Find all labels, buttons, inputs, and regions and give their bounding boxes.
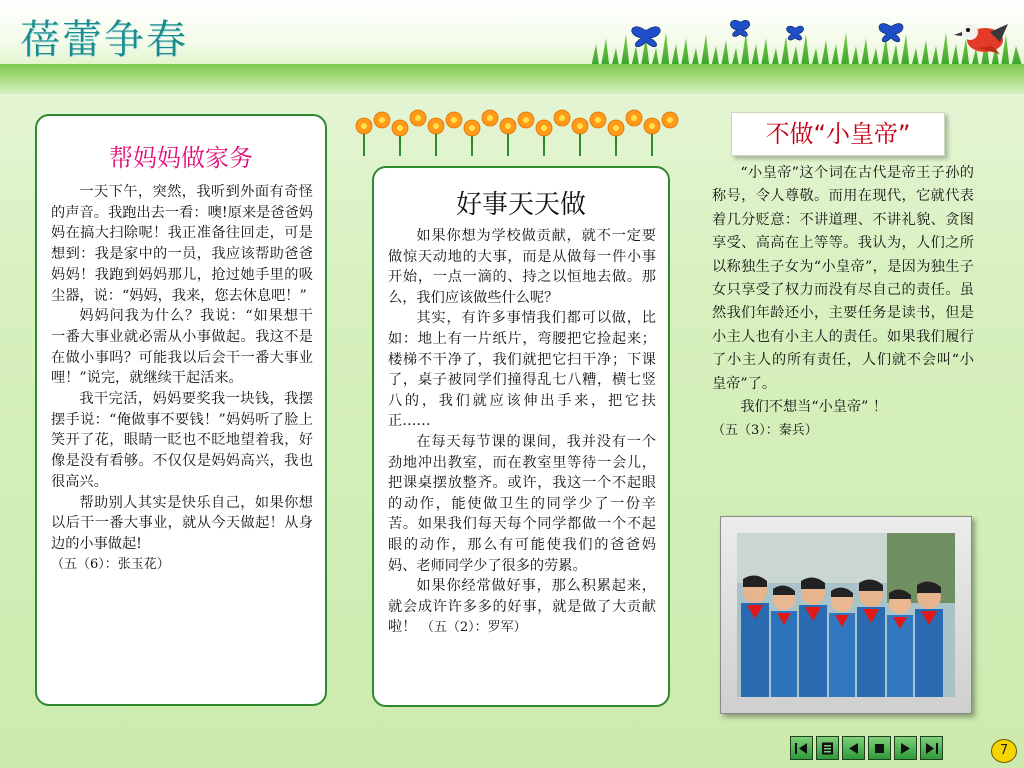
left-article-panel <box>35 114 327 706</box>
paragraph-text: 如果你经常做好事，那么积累起来，就会成许许多多的好事，就是做了大贡献啦！ <box>388 578 656 636</box>
students-photo <box>737 533 955 697</box>
paragraph: 在每天每节课的课间，我并没有一个劲地冲出教室，而在教室里等待一会儿，把课桌摆放整齐。或许，我这一个不起眼的动作，能使做卫生的同学少了一份辛苦。如果我们每天每个同学都做一个不起眼的动作，那么有可能使我们的爸爸妈妈、老师同学少了很多的劳累。 <box>388 433 656 574</box>
stop-icon[interactable] <box>868 736 891 760</box>
paragraph: 我干完活，妈妈要奖我一块钱，我摆摆手说：“俺做事不要钱！”妈妈听了脸上笑开了花，眼睛一眨也不眨地望着我，好像是没有看够。不仅仅是妈妈高兴，我也很高兴。 <box>51 391 313 490</box>
paragraph: 如果你想为学校做贡献，就不一定要做惊天动地的大事，而是从做每一件小事开始，一点一滴的、持之以恒地去做。那么，我们应该做些什么呢？ <box>388 228 656 306</box>
middle-article-heading: 好事天天做 <box>455 190 586 220</box>
author-signature: （五（6）：张玉花） <box>51 556 170 572</box>
author-signature: （五（2）：罗军） <box>420 620 527 636</box>
right-article-body <box>712 162 974 443</box>
slide-navigation <box>790 736 943 762</box>
paragraph <box>388 576 656 639</box>
previous-icon[interactable] <box>842 736 865 760</box>
right-article-heading: 不做“小皇帝” <box>731 112 945 156</box>
left-article-body <box>51 182 313 575</box>
page-header <box>0 0 1024 72</box>
paragraph: 其实，有许多事情我们都可以做，比如：地上有一片纸片，弯腰把它捡起来；楼梯不干净了，我们就把它扫干净；下课了，桌子被同学们撞得乱七八糟，横七竖八的，我们就应该伸出手来，把它扶正…… <box>388 310 656 430</box>
paragraph: 我们不想当“小皇帝” ！ <box>740 399 888 416</box>
header-divider-band <box>0 64 1024 94</box>
last-page-icon[interactable] <box>920 736 943 760</box>
flower-border-decoration <box>352 104 684 158</box>
page-title: 蓓蕾争春 <box>20 17 188 63</box>
first-page-icon[interactable] <box>790 736 813 760</box>
butterfly-icon <box>632 20 903 46</box>
left-article-heading: 帮妈妈做家务 <box>109 144 253 172</box>
page-number-badge: 7 <box>991 739 1017 763</box>
bird-icon <box>954 24 1008 54</box>
contents-icon[interactable] <box>816 736 839 760</box>
paragraph: “小皇帝”这个词在古代是帝王子孙的称号，令人尊敬。而用在现代，它就代表着几分贬意：不讲道理、不讲礼貌、贪图享受、高高在上等等。我认为，人们之所以称独生子女为“小皇帝”，是因为独生子女只享受了权力而没有尽自己的责任。虽然我们年龄还小，主要任务是读书，但是小主人也有小主人的责任。如果我们履行了小主人的所有责任，人们就不会叫“小皇帝”了。 <box>712 165 974 392</box>
paragraph: 帮助别人其实是快乐自己，如果你想以后干一番大事业，就从今天做起！从身边的小事做起! <box>51 494 313 552</box>
next-icon[interactable] <box>894 736 917 760</box>
photo-frame <box>720 516 972 714</box>
paragraph: 一天下午，突然，我听到外面有奇怪的声音。我跑出去一看：噢!原来是爸爸妈妈在搞大扫除呢！我正准备往回走，可是想到：我是家中的一员，我应该帮助爸爸妈妈！我跑到妈妈那儿，抢过她手里的吸尘器，说：“妈妈，我来，您去休息吧！” <box>51 184 313 304</box>
author-signature: （五（3）：秦兵） <box>712 423 818 439</box>
middle-article-body <box>388 226 656 639</box>
middle-article-panel <box>372 166 670 707</box>
paragraph: 妈妈问我为什么？我说：“如果想干一番大事业就必需从小事做起。我这不是在做小事吗？可能我以后会干一番大事业哩！”说完，就继续干起活来。 <box>51 308 313 387</box>
